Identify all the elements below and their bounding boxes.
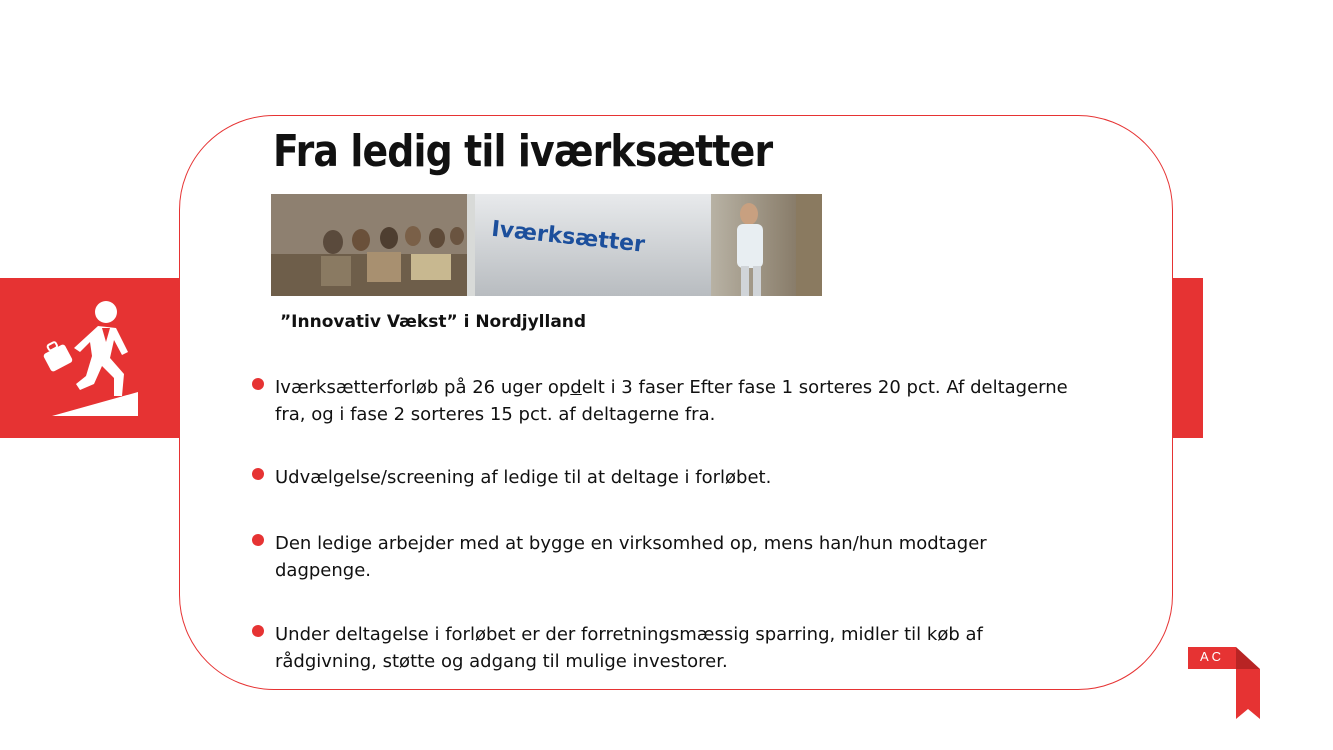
- bullet-text-2: Udvælgelse/screening af ledige til at deltage i forløbet.: [275, 467, 772, 488]
- slide-subtitle: ”Innovativ Vækst” i Nordjylland: [280, 312, 587, 332]
- slide-title: Fra ledig til iværksætter: [273, 126, 773, 177]
- red-dot-bullet-icon: [252, 378, 264, 390]
- bullet-text-1: Iværksætterforløb på 26 uger opdelt i 3 faser Efter fase 1 sorteres 20 pct. Af deltagerne fra, og i fase 2 sorteres 15 pct. af deltagerne fra.: [275, 377, 1068, 425]
- logo-text: AC: [1199, 649, 1225, 664]
- red-dot-bullet-icon: [252, 468, 264, 480]
- photo-sign-text: Iværksætter: [490, 216, 647, 258]
- red-dot-bullet-icon: [252, 625, 264, 637]
- businessman-climbing-stairs-icon: [40, 298, 140, 418]
- bullet-text-4: Under deltagelse i forløbet er der forretningsmæssig sparring, midler til køb af rådgivning, støtte og adgang til mulige investorer.: [275, 624, 983, 672]
- classroom-photo: [271, 194, 822, 296]
- red-dot-bullet-icon: [252, 534, 264, 546]
- bullet-text-3: Den ledige arbejder med at bygge en virksomhed op, mens han/hun modtager dagpenge.: [275, 533, 987, 581]
- right-accent-band: [1172, 278, 1203, 438]
